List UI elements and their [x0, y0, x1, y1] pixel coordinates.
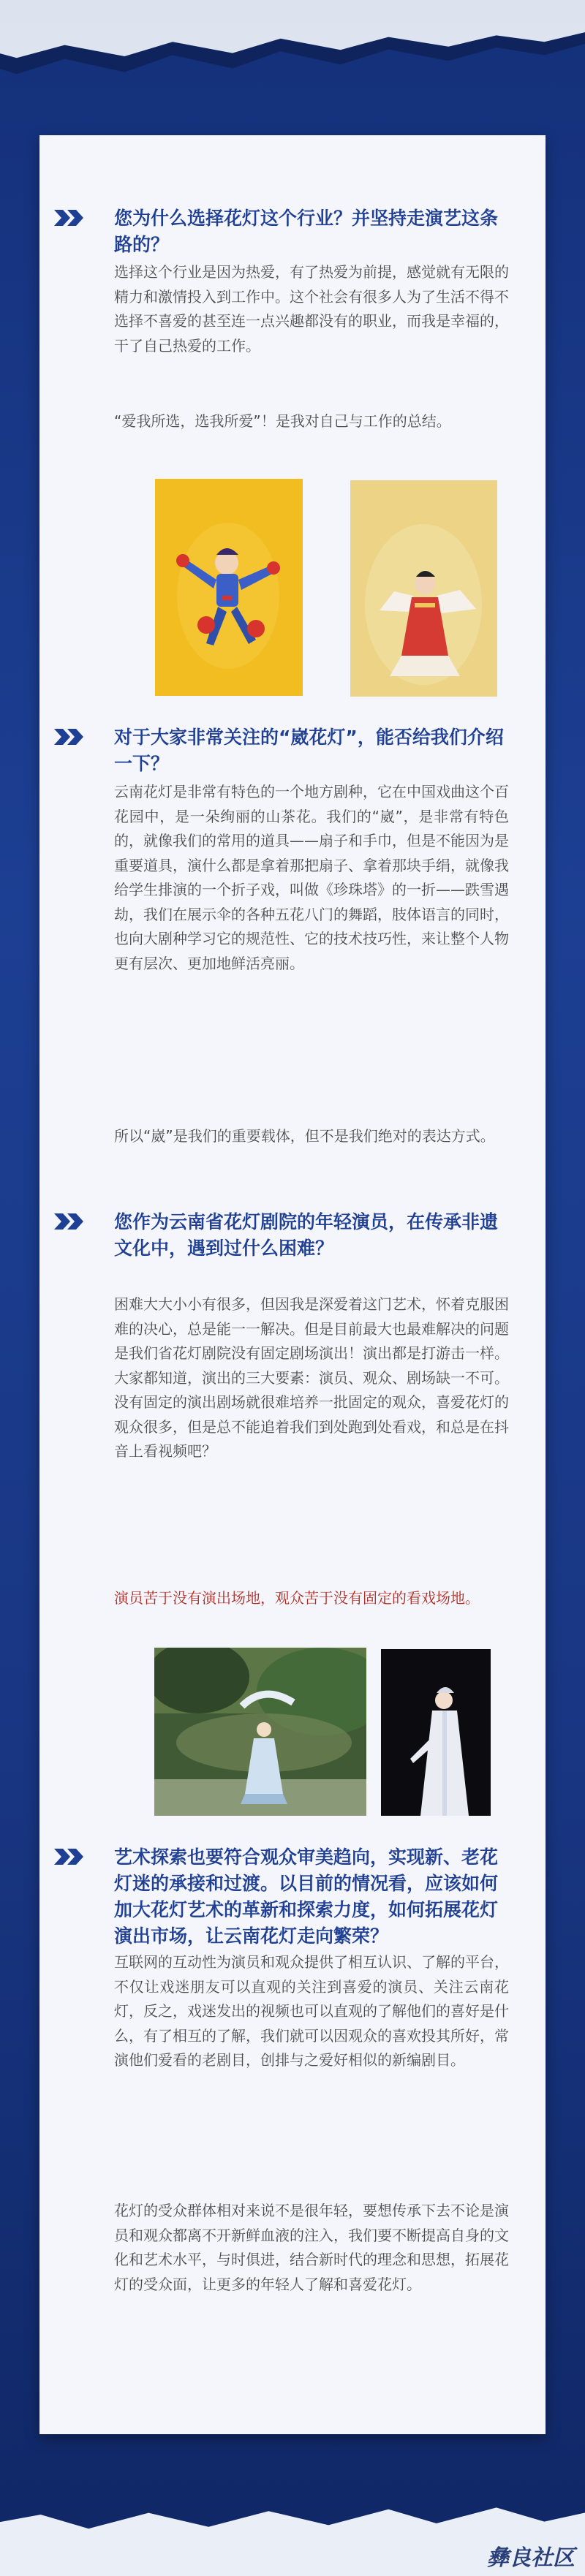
section-1-question: 您为什么选择花灯这个行业？并坚持走演艺这条路的？	[114, 208, 499, 255]
section-2-paragraph-1: 云南花灯是非常有特色的一个地方剧种，它在中国戏曲这个百花园中，是一朵绚丽的山茶花。我们的“崴”，是非常有特色的，就像我们的常用的道具——扇子和手巾，但是不能因为是重要道具，演什么都是拿着那把扇子、拿着那块手绢，就像我给学生排演的一个折子戏，叫做《珍珠塔》的一折——跌雪遇劫，我们在展示伞的各种五花八门的舞蹈，肢体语言的同时，也向大剧种学习它的规范性、它的技术技巧性，来让整个人物更有层次、更加地鲜活亮丽。	[114, 783, 509, 972]
section-3-highlight: 演员苦于没有演出场地，观众苦于没有固定的看戏场地。	[114, 1589, 480, 1607]
double-chevron-icon	[54, 729, 86, 745]
section-4-paragraph-1: 互联网的互动性为演员和观众提供了相互认识、了解的平台，不仅让戏迷朋友可以直观的关注到喜爱的演员、关注云南花灯，反之，戏迷发出的视频也可以直观的了解他们的喜好是什么，有了相互的了解，我们就可以因观众的喜欢投其所好，常演他们爱看的老剧目，创排与之爱好相似的新编剧目。	[114, 1953, 509, 2069]
performer-photo-blue-costume	[155, 479, 303, 696]
performer-photo-red-costume	[350, 480, 497, 697]
watermark-brand: 彝良社区	[487, 2545, 575, 2571]
section-1-paragraph-1: 选择这个行业是因为热爱，有了热爱为前提，感觉就有无限的精力和激情投入到工作中。这个社会有很多人为了生活不得不选择不喜爱的甚至连一点兴趣都没有的职业，而我是幸福的，干了自己热爱的工作。	[114, 263, 509, 355]
section-2-paragraph-2: 所以“崴”是我们的重要载体，但不是我们绝对的表达方式。	[114, 1127, 495, 1145]
section-2-question: 对于大家非常关注的“崴花灯”，能否给我们介绍一下？	[114, 727, 504, 774]
performer-photo-dark-stage	[381, 1649, 491, 1816]
double-chevron-icon	[54, 210, 86, 226]
section-3-question: 您作为云南省花灯剧院的年轻演员，在传承非遗文化中，遇到过什么困难？	[114, 1211, 499, 1259]
performer-photo-garden	[154, 1648, 366, 1816]
double-chevron-icon	[54, 1849, 86, 1865]
section-4-question: 艺术探索也要符合观众审美趋向，实现新、老花灯迷的承接和过渡。以目前的情况看，应该如何加大花灯艺术的革新和探索力度，如何拓展花灯演出市场，让云南花灯走向繁荣？	[114, 1846, 499, 1947]
double-chevron-icon	[54, 1213, 86, 1230]
section-3-paragraph-1: 困难大大小小有很多，但因我是深爱着这门艺术，怀着克服困难的决心，总是能一一解决。但是目前最大也最难解决的问题是我们省花灯剧院没有固定剧场演出！演出都是打游击一样。大家都知道，演出的三大要素：演员、观众、剧场缺一不可。没有固定的演出剧场就很难培养一批固定的观众，喜爱花灯的观众很多，但是总不能追着我们到处跑到处看戏，和总是在抖音上看视频吧？	[114, 1295, 509, 1460]
section-4-paragraph-2: 花灯的受众群体相对来说不是很年轻，要想传承下去不论是演员和观众都离不开新鲜血液的注入，我们要不断提高自身的文化和艺术水平，与时俱进，结合新时代的理念和思想，拓展花灯的受众面，让更多的年轻人了解和喜爱花灯。	[114, 2202, 509, 2293]
section-1-paragraph-2: “爱我所选，选我所爱”！是我对自己与工作的总结。	[114, 412, 451, 430]
